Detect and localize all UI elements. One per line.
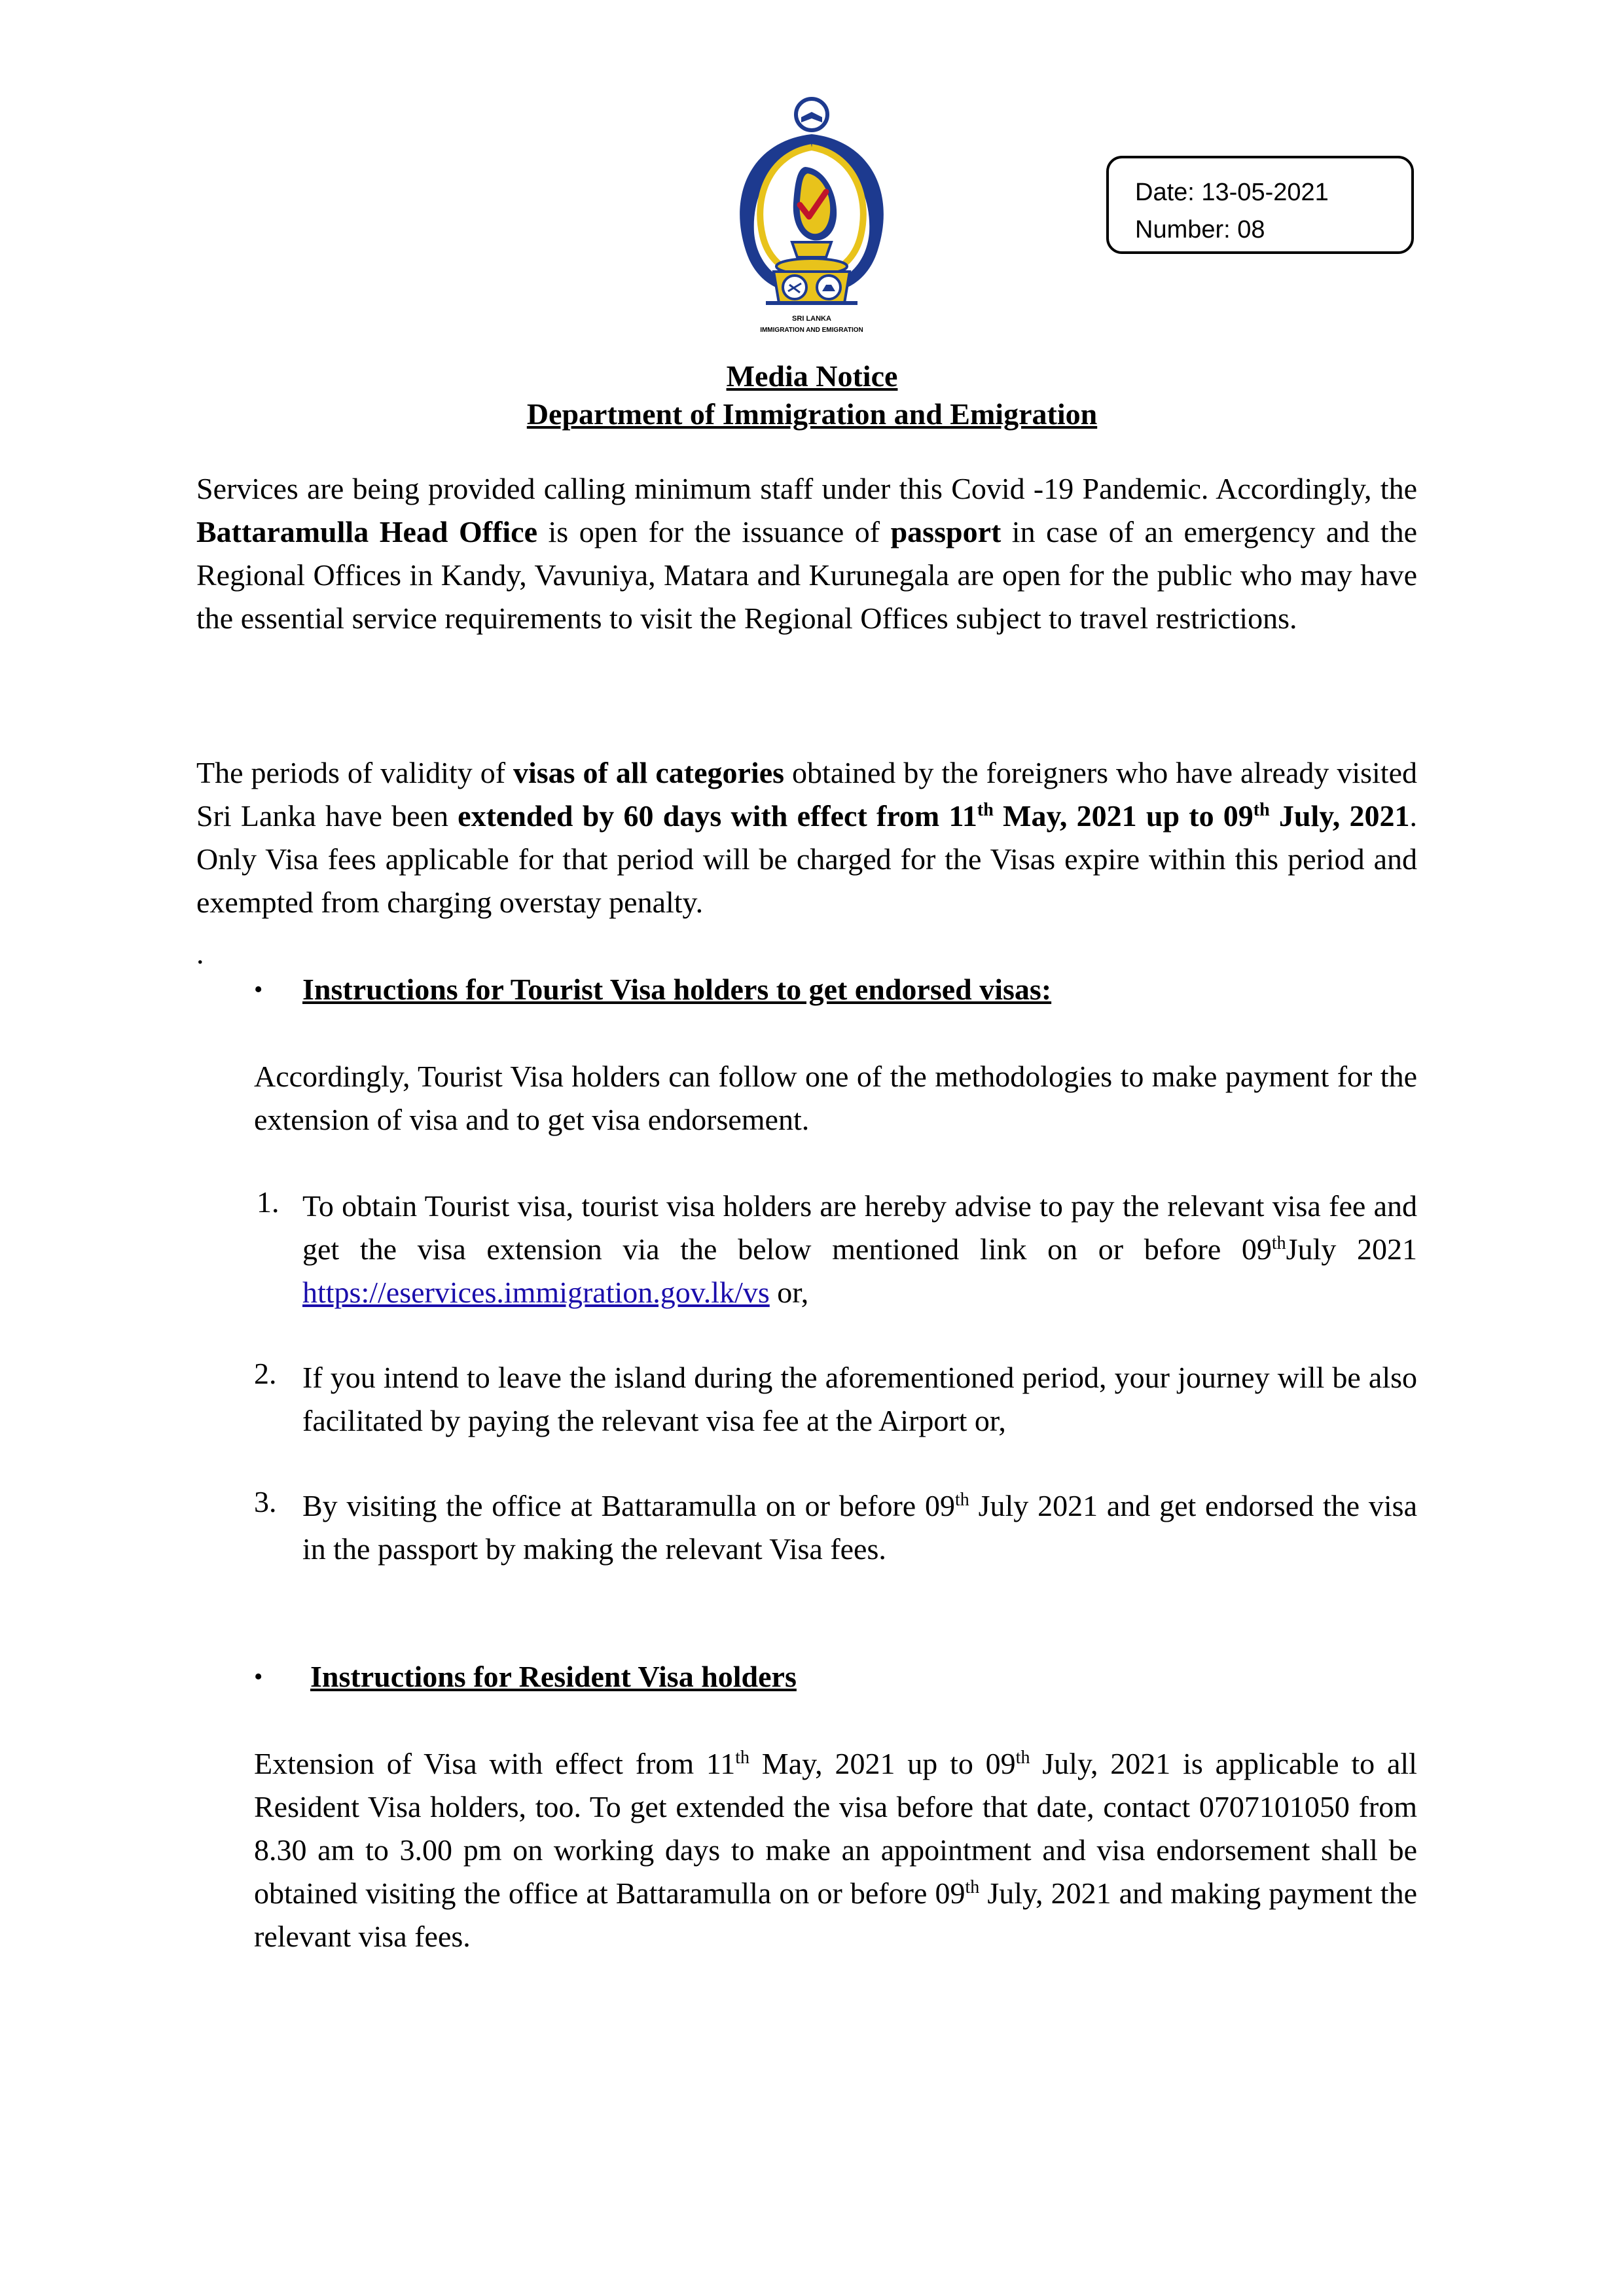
page-title: Media Notice: [726, 359, 898, 393]
resident-section-heading: Instructions for Resident Visa holders: [310, 1660, 797, 1693]
immigration-emblem-icon: [727, 95, 897, 344]
tourist-section-heading: Instructions for Tourist Visa holders to get endorsed visas:: [302, 973, 1052, 1006]
logo-line-2: IMMIGRATION AND EMIGRATION: [760, 327, 863, 334]
list-number: 3.: [254, 1485, 277, 1518]
resident-paragraph: Extension of Visa with effect from 11th May, 2021 up to 09th July, 2021 is applicable to all Resident Visa holders, too. To get extended the visa before that date, contact 0707101050 from 8.30 am to 3.00 pm on working days to make an appointment and visa endorsement shall be obtained visiting the office at Battaramulla on or before 09th July, 2021 and making payment the relevant visa fees.: [254, 1747, 1417, 1953]
number-label: Number: 08: [1135, 216, 1265, 243]
tourist-intro: Accordingly, Tourist Visa holders can follow one of the methodologies to make payment for the extension of visa and to get visa endorsement.: [254, 1060, 1417, 1136]
date-number-box: [1106, 156, 1414, 254]
paragraph-services: Services are being provided calling minimum staff under this Covid -19 Pandemic. Accordingly, the Battaramulla Head Office is open for the issuance of passport in case of an emergency and the Regional Offices in Kandy, Vavuniya, Matara and Kurunegala are open for the public who may have the essential service requirements to visit the Regional Offices subject to travel restrictions.: [196, 472, 1418, 635]
list-number: 1.: [257, 1185, 280, 1219]
list-item: By visiting the office at Battaramulla on or before 09th July 2021 and get endorsed the visa in the passport by making the relevant Visa fees.: [302, 1489, 1417, 1566]
list-item: If you intend to leave the island during the aforementioned period, your journey will be also facilitated by paying the relevant visa fee at the Airport or,: [302, 1361, 1417, 1437]
bullet-icon: •: [254, 1663, 263, 1691]
stray-dot: .: [196, 937, 204, 970]
list-item: To obtain Tourist visa, tourist visa holders are hereby advise to pay the relevant visa fee and get the visa extension via the below mentioned link on or before 09thJuly 2021 https://eservices.immigration.gov.lk/vs or,: [302, 1189, 1418, 1309]
eservices-link[interactable]: https://eservices.immigration.gov.lk/vs: [302, 1276, 770, 1309]
date-label: Date: 13-05-2021: [1135, 179, 1329, 206]
page-subtitle: Department of Immigration and Emigration: [526, 397, 1098, 431]
paragraph-visa-validity: The periods of validity of visas of all categories obtained by the foreigners who have already visited Sri Lanka have been extended by 60 days with effect from 11th May, 2021 up to 09th July, 2021. Only Visa fees applicable for that period will be charged for the Visas expire within this period and exempted from charging overstay penalty.: [196, 756, 1417, 919]
bullet-icon: •: [254, 976, 263, 1003]
list-number: 2.: [254, 1357, 277, 1390]
logo-line-1: SRI LANKA: [792, 315, 831, 323]
